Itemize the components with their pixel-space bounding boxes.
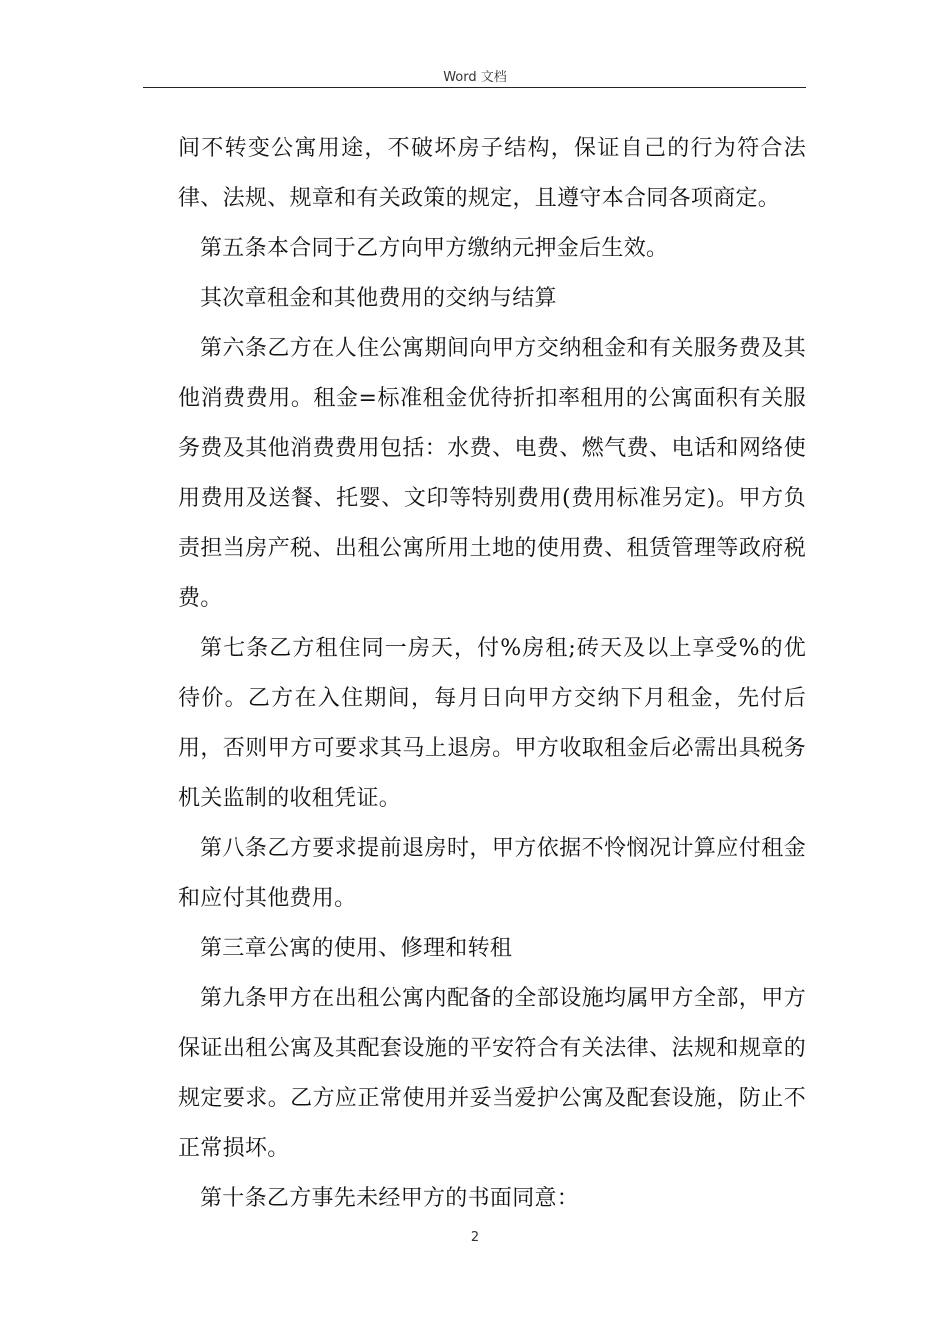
header-divider	[143, 87, 806, 88]
paragraph: 第七条乙方租住同一房天，付%房租;砖天及以上享受%的优待价。乙方在入住期间，每月日向甲方交纳下月租金，先付后用，否则甲方可要求其马上退房。甲方收取租金后必需出具税务机关监制的收租凭证。	[178, 636, 806, 811]
chapter-heading: 第三章公寓的使用、修理和转租	[200, 936, 513, 961]
page-number: 2	[470, 1230, 480, 1245]
paragraph: 第十条乙方事先未经甲方的书面同意：	[200, 1186, 580, 1211]
paragraph: 第九条甲方在出租公寓内配备的全部设施均属甲方全部，甲方保证出租公寓及其配套设施的平安符合有关法律、法规和规章的规定要求。乙方应正常使用并妥当爱护公寓及配套设施，防止不正常损坏。	[178, 986, 806, 1161]
document-body	[178, 124, 806, 1224]
paragraph: 第五条本合同于乙方向甲方缴纳元押金后生效。	[200, 236, 669, 261]
chapter-heading: 其次章租金和其他费用的交纳与结算	[200, 286, 557, 311]
page-header: Word 文档	[443, 70, 507, 85]
paragraph: 第六条乙方在人住公寓期间向甲方交纳租金和有关服务费及其他消费费用。租金=标准租金优待折扣率租用的公寓面积有关服务费及其他消费费用包括：水费、电费、燃气费、电话和网络使用费用及送餐、托婴、文印等特别费用(费用标准另定)。甲方负责担当房产税、出租公寓所用土地的使用费、租赁管理等政府税费。	[178, 336, 806, 611]
paragraph: 第八条乙方要求提前退房时，甲方依据不怜悯况计算应付租金和应付其他费用。	[178, 836, 806, 911]
paragraph: 间不转变公寓用途，不破坏房子结构，保证自己的行为符合法律、法规、规章和有关政策的规定，且遵守本合同各项商定。	[178, 136, 806, 211]
